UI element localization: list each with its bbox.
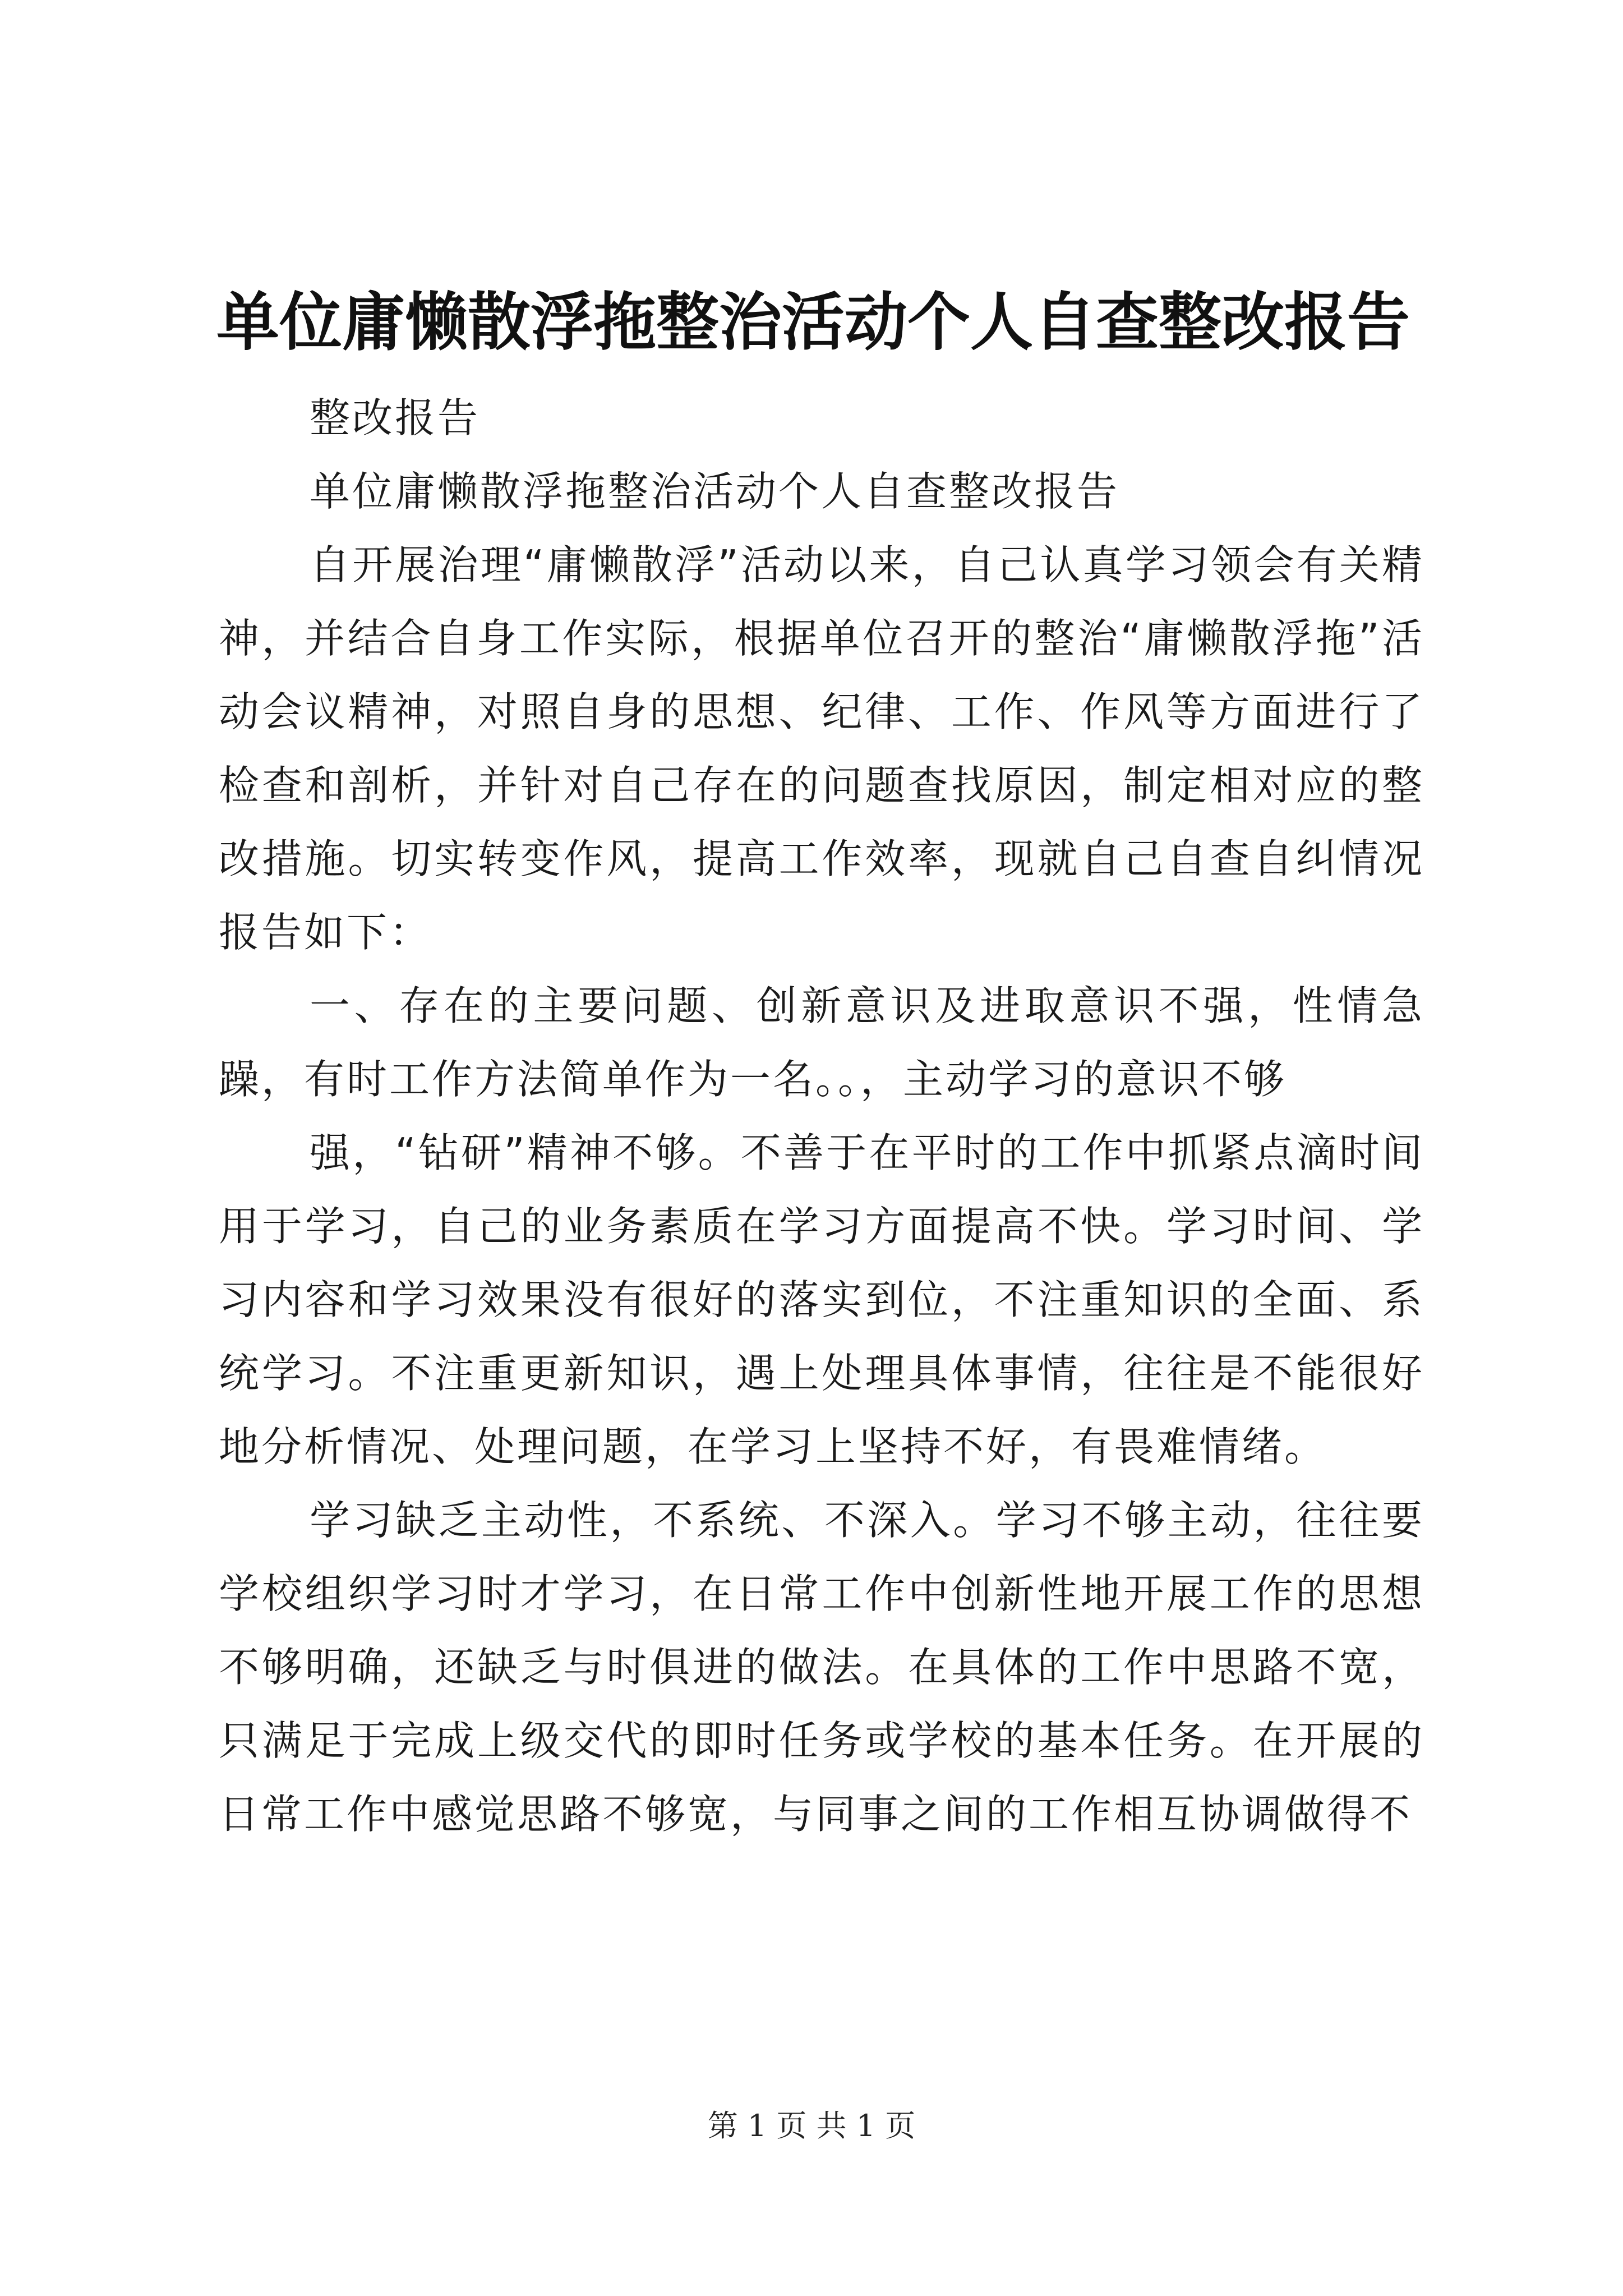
paragraph-initiative: 学习缺乏主动性，不系统、不深入。学习不够主动，往往要学校组织学习时才学习，在日常工作中创新性地开展工作的思想不够明确，还缺乏与时俱进的做法。在具体的工作中思路不宽，只满足于完成上级交代的即时任务或学校的基本任务。在开展的日常工作中感觉思路不够宽，与同事之间的工作相互协调做得不 (219, 1497, 1424, 1838)
document-body (219, 381, 1424, 1851)
document-title: 单位庸懒散浮拖整治活动个人自查整改报告 (216, 286, 1410, 359)
page-footer: 第 1 页 共 1 页 (707, 2108, 916, 2143)
paragraph-problem-one: 一、存在的主要问题、创新意识及进取意识不强，性情急躁，有时工作方法简单作为一名。。，主动学习的意识不够 (219, 982, 1424, 1103)
paragraph-subtitle: 单位庸懒散浮拖整治活动个人自查整改报告 (310, 468, 1120, 515)
paragraph-heading: 整改报告 (310, 394, 481, 441)
paragraph-study: 强，“钻研”精神不够。不善于在平时的工作中抓紧点滴时间用于学习，自己的业务素质在学习方面提高不快。学习时间、学习内容和学习效果没有很好的落实到位，不注重知识的全面、系统学习。不注重更新知识，遇上处理具体事情，往往是不能很好地分析情况、处理问题，在学习上坚持不好，有畏难情绪。 (219, 1129, 1424, 1470)
paragraph-intro: 自开展治理“庸懒散浮”活动以来，自己认真学习领会有关精神，并结合自身工作实际，根据单位召开的整治“庸懒散浮拖”活动会议精神，对照自身的思想、纪律、工作、作风等方面进行了检查和剖析，并针对自己存在的问题查找原因，制定相对应的整改措施。切实转变作风，提高工作效率，现就自己自查自纠情况报告如下： (219, 541, 1424, 956)
